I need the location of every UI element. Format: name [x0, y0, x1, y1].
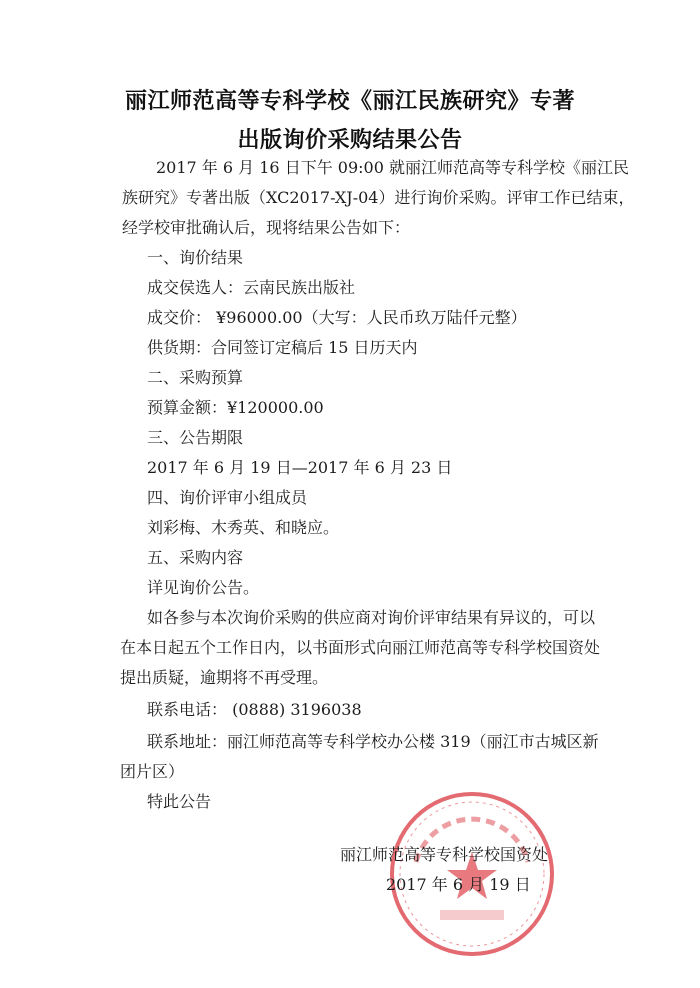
contact-address-line-1: 联系地址：丽江师范高等专科学校办公楼 319（丽江市古城区新	[147, 732, 599, 751]
delivery-line: 供货期：合同签订定稿后 15 日历天内	[147, 338, 418, 357]
document-title-line2: 出版询价采购结果公告	[237, 128, 463, 153]
intro-line-2: 族研究》专著出版（XC2017-XJ-04）进行询价采购。评审工作已结束，	[122, 188, 635, 207]
signature-office: 丽江师范高等专科学校国资处	[340, 845, 549, 864]
intro-line-3: 经学校审批确认后，现将结果公告如下：	[122, 218, 411, 237]
contact-address-line-2: 团片区）	[120, 762, 185, 781]
objection-line-3: 提出质疑，逾期将不再受理。	[120, 668, 329, 687]
section-2-heading: 二、采购预算	[147, 368, 244, 387]
document-title-line1: 丽江师范高等专科学校《丽江民族研究》专著	[124, 89, 575, 114]
period-line: 2017 年 6 月 19 日—2017 年 6 月 23 日	[147, 458, 453, 477]
section-5-heading: 五、采购内容	[147, 548, 244, 567]
section-4-heading: 四、询价评审小组成员	[147, 488, 308, 507]
section-1-heading: 一、询价结果	[147, 248, 244, 267]
intro-line-1: 2017 年 6 月 16 日下午 09:00 就丽江师范高等专科学校《丽江民	[156, 158, 629, 177]
signature-date: 2017 年 6 月 19 日	[386, 875, 531, 894]
budget-line: 预算金额：¥120000.00	[147, 398, 324, 417]
supplier-line: 成交侯选人：云南民族出版社	[147, 278, 356, 297]
contact-phone: 联系电话： (0888) 3196038	[147, 700, 362, 719]
section-3-heading: 三、公告期限	[147, 428, 244, 447]
content-line: 详见询价公告。	[147, 578, 260, 597]
closing-line: 特此公告	[147, 792, 212, 811]
objection-line-2: 在本日起五个工作日内，以书面形式向丽江师范高等专科学校国资处	[120, 638, 601, 657]
members-line: 刘彩梅、木秀英、和晓应。	[147, 518, 340, 537]
price-line: 成交价： ¥96000.00（大写：人民币玖万陆仟元整）	[147, 308, 527, 327]
objection-line-1: 如各参与本次询价采购的供应商对询价评审结果有异议的，可以	[147, 608, 596, 627]
